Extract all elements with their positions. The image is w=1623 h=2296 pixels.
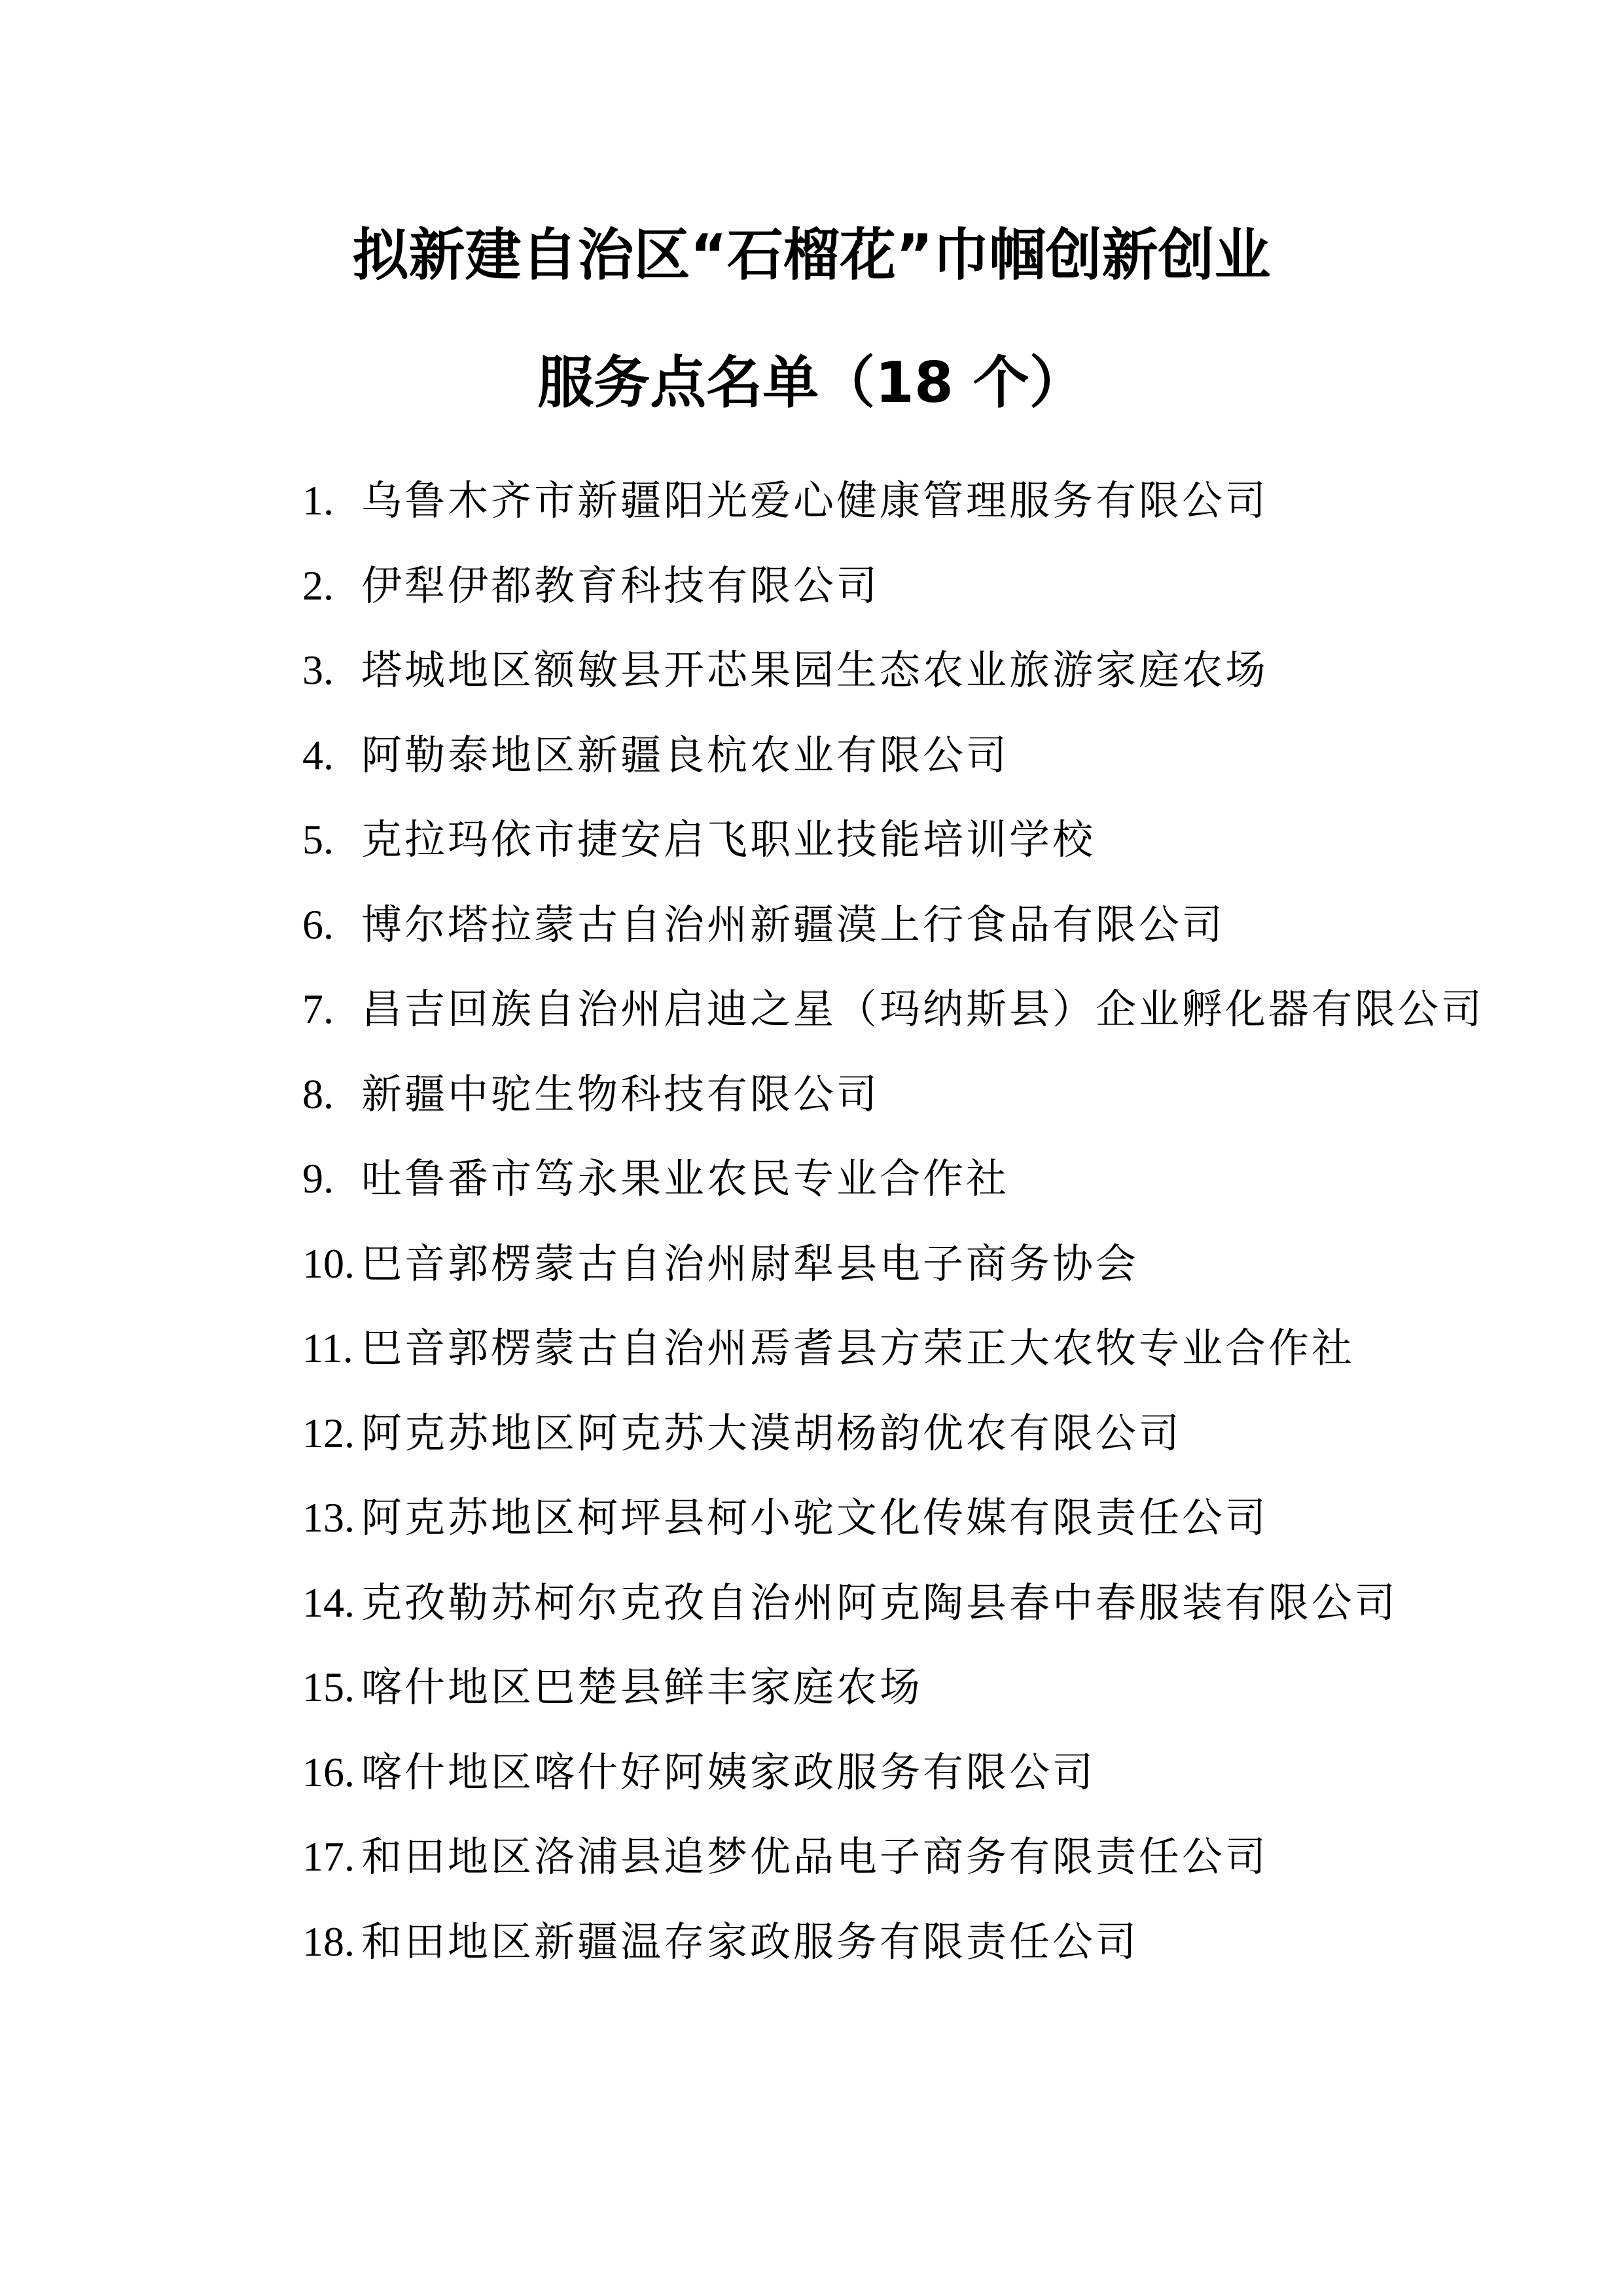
page-title-line-1: 拟新建自治区“石榴花”巾帼创新创业: [352, 223, 1271, 288]
list-item: [302, 628, 1484, 713]
list-item-text: 昌吉回族自治州启迪之星（玛纳斯县）企业孵化器有限公司: [361, 985, 1485, 1033]
list-item: [302, 882, 1484, 967]
list-item-text: 阿克苏地区阿克苏大漠胡杨韵优农有限公司: [361, 1408, 1183, 1457]
list-item-number: 9.: [302, 1155, 334, 1202]
page-title-line-2: 服务点名单（18 个）: [537, 350, 1086, 416]
list-item-text: 博尔塔拉蒙古自治州新疆漠上行食品有限公司: [361, 900, 1226, 948]
list-item: [302, 1306, 1484, 1391]
list-item-text: 塔城地区额敏县开芯果园生态农业旅游家庭农场: [361, 646, 1269, 694]
list-item: [302, 1560, 1484, 1645]
list-item-text: 阿勒泰地区新疆良杭农业有限公司: [361, 730, 1010, 779]
list-item-number: 17.: [302, 1833, 355, 1880]
list-item-number: 13.: [302, 1494, 355, 1541]
list-item-number: 1.: [302, 477, 334, 524]
list-item-text: 巴音郭楞蒙古自治州尉犁县电子商务协会: [361, 1239, 1139, 1287]
list-item-number: 3.: [302, 647, 334, 693]
list-item-number: 8.: [302, 1070, 334, 1117]
list-item-text: 乌鲁木齐市新疆阳光爱心健康管理服务有限公司: [361, 476, 1269, 524]
list-item-text: 克孜勒苏柯尔克孜自治州阿克陶县春中春服装有限公司: [361, 1578, 1399, 1626]
list-item: [302, 967, 1484, 1052]
list-item-number: 5.: [302, 816, 334, 863]
list-item-number: 4.: [302, 731, 334, 778]
list-item: [302, 1136, 1484, 1221]
list-item-number: 18.: [302, 1918, 355, 1965]
list-item-text: 新疆中驼生物科技有限公司: [361, 1069, 880, 1118]
list-item-text: 吐鲁番市笃永果业农民专业合作社: [361, 1155, 1010, 1202]
list-item: [302, 797, 1484, 882]
list-item-number: 11.: [302, 1325, 353, 1371]
list-item-text: 喀什地区喀什好阿姨家政服务有限公司: [361, 1748, 1096, 1796]
list-item: [302, 1221, 1484, 1306]
list-item: [302, 1052, 1484, 1137]
list-item-number: 12.: [302, 1409, 355, 1456]
list-item: [302, 458, 1484, 543]
list-item-text: 阿克苏地区柯坪县柯小驼文化传媒有限责任公司: [361, 1494, 1269, 1541]
list-item: [302, 1475, 1484, 1560]
list-item: [302, 1730, 1484, 1815]
list-item-text: 和田地区洛浦县追梦优品电子商务有限责任公司: [361, 1833, 1269, 1880]
list-item: [302, 1899, 1484, 1984]
list-item: [302, 713, 1484, 798]
list-item: [302, 1645, 1484, 1730]
list-item-text: 和田地区新疆温存家政服务有限责任公司: [361, 1917, 1139, 1965]
list-item-number: 2.: [302, 562, 334, 609]
list-item-number: 15.: [302, 1664, 355, 1710]
list-item-text: 喀什地区巴楚县鲜丰家庭农场: [361, 1663, 923, 1711]
list-item-text: 巴音郭楞蒙古自治州焉耆县方荣正大农牧专业合作社: [361, 1324, 1355, 1372]
list-item-text: 克拉玛依市捷安启飞职业技能培训学校: [361, 816, 1096, 863]
list-item: [302, 1814, 1484, 1899]
list-item: [302, 1391, 1484, 1476]
list-item-number: 7.: [302, 986, 334, 1032]
list-item-number: 14.: [302, 1579, 355, 1626]
list-item-text: 伊犁伊都教育科技有限公司: [361, 561, 880, 609]
list-item: [302, 543, 1484, 628]
list-item-number: 10.: [302, 1240, 355, 1287]
service-point-list: [302, 458, 1484, 1984]
list-item-number: 6.: [302, 901, 334, 948]
list-item-number: 16.: [302, 1748, 355, 1795]
